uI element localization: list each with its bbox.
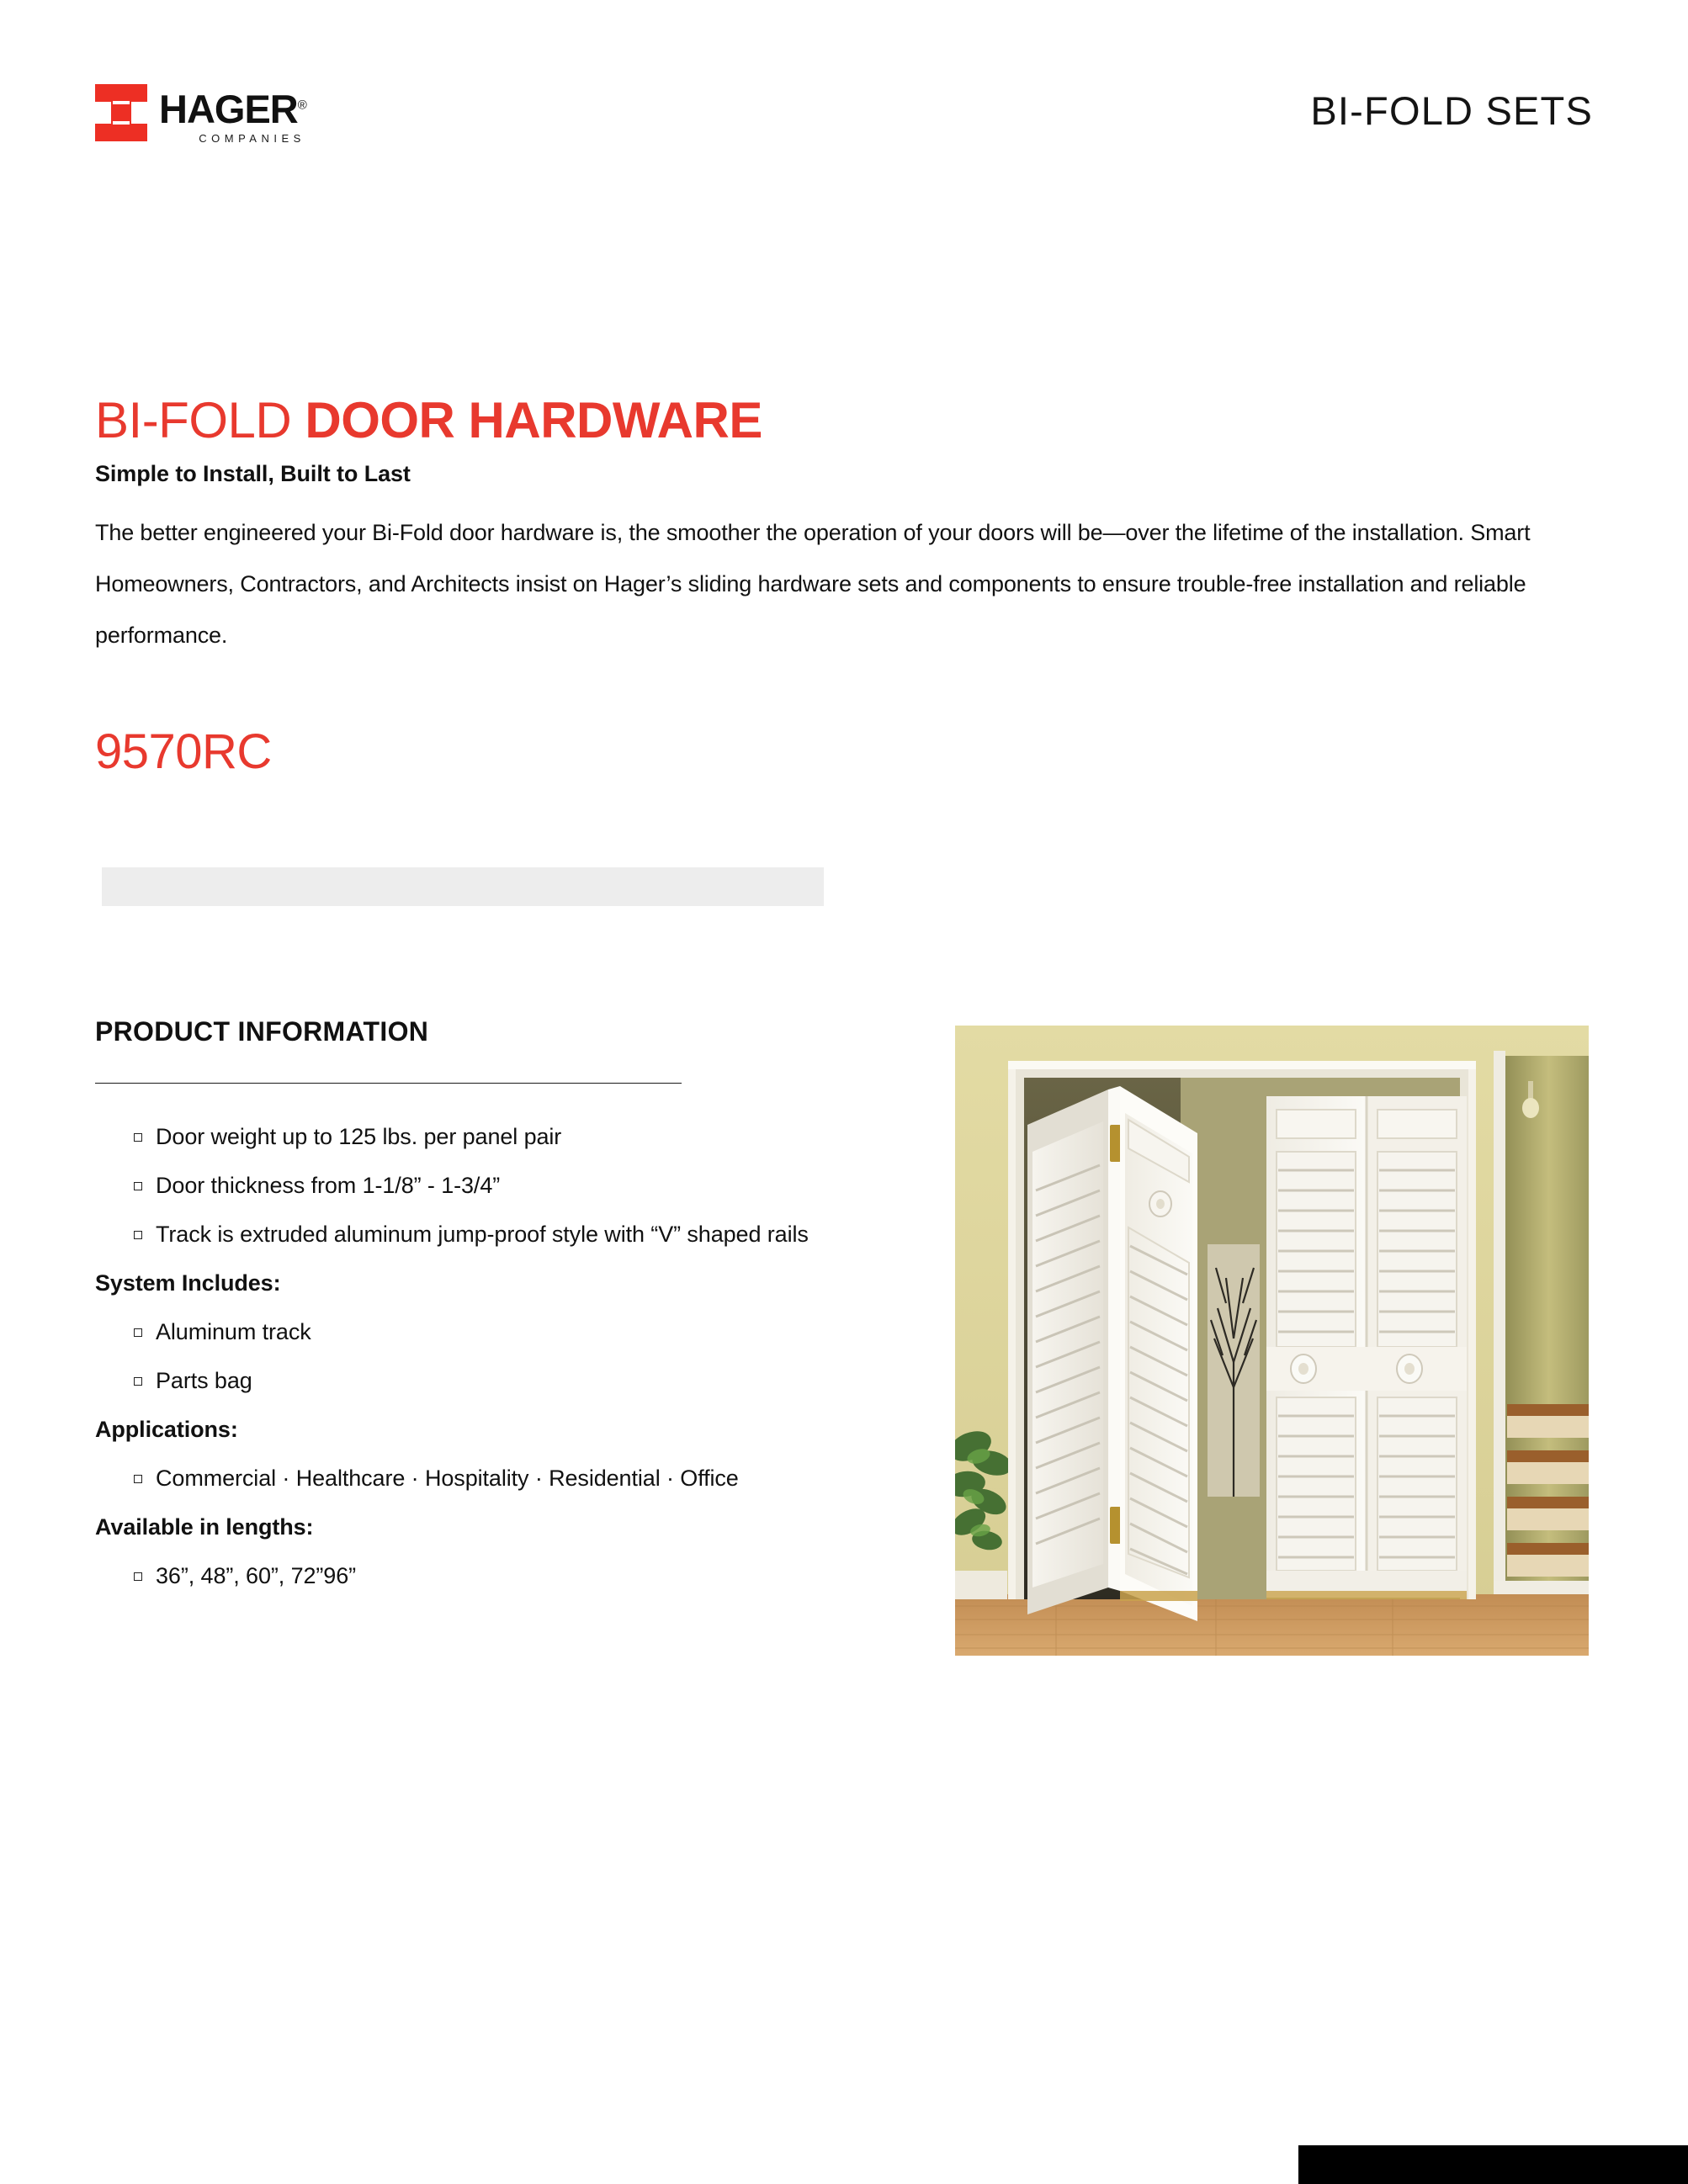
system-includes-list [95, 1307, 836, 1405]
system-includes-label: System Includes: [95, 1270, 281, 1296]
square-bullet-icon [134, 1377, 142, 1386]
header-section-title: BI-FOLD SETS [1310, 88, 1593, 133]
list-item-label: Track is extruded aluminum jump-proof style with “V” shaped rails [156, 1222, 809, 1247]
list-item [95, 1161, 836, 1210]
square-bullet-icon [134, 1475, 142, 1483]
list-item [95, 1356, 836, 1405]
product-information-list [95, 1112, 836, 1600]
square-bullet-icon [134, 1572, 142, 1581]
product-photo [955, 1026, 1589, 1656]
applications-list [95, 1454, 836, 1503]
list-item-label: Parts bag [156, 1368, 252, 1393]
list-item-label: Door thickness from 1-1/8” - 1-3/4” [156, 1173, 501, 1198]
intro-body: The better engineered your Bi-Fold door hardware is, the smoother the operation of your doors will be—over the lifetime of the installation. Smart Homeowners, Contractors, and Architects insist on Hager’s sliding hardware sets and components to ensure trouble-free installation and reliable performance. [95, 520, 1531, 648]
square-bullet-icon [134, 1133, 142, 1142]
available-lengths-label: Available in lengths: [95, 1514, 314, 1540]
list-item [95, 1454, 836, 1503]
page-title [95, 392, 762, 449]
list-item-label: Door weight up to 125 lbs. per panel pair [156, 1124, 562, 1149]
list-item [95, 1307, 836, 1356]
square-bullet-icon [134, 1328, 142, 1337]
applications-label: Applications: [95, 1417, 238, 1442]
list-item [95, 1551, 836, 1600]
list-item [95, 1112, 836, 1161]
list-item-label: Aluminum track [156, 1319, 311, 1344]
square-bullet-icon [134, 1231, 142, 1239]
product-photo-illustration [955, 1026, 1589, 1656]
available-lengths-list [95, 1551, 836, 1600]
hager-hinge-mark-icon [95, 84, 147, 141]
page-title-light: BI-FOLD [95, 392, 305, 449]
logo-wordmark-text: HAGER [159, 87, 298, 131]
list-item-label: 36”, 48”, 60”, 72”96” [156, 1563, 357, 1588]
logo-subtext: COMPANIES [199, 132, 305, 145]
hager-logo [95, 84, 307, 145]
product-spec-bar [102, 867, 824, 906]
registered-trademark-icon: ® [297, 98, 307, 113]
logo-text-block [159, 84, 307, 145]
square-bullet-icon [134, 1182, 142, 1190]
features-list [95, 1112, 836, 1259]
page-header [0, 0, 1688, 177]
product-information-heading: PRODUCT INFORMATION [95, 1016, 429, 1047]
product-code: 9570RC [95, 724, 272, 779]
list-item-label: Commercial · Healthcare · Hospitality · Residential · Office [156, 1466, 739, 1491]
intro-lead: Simple to Install, Built to Last [95, 461, 411, 486]
logo-wordmark [159, 89, 307, 129]
footer-black-bar [1298, 2145, 1688, 2184]
product-information-divider [95, 1083, 682, 1084]
page-title-bold: DOOR HARDWARE [305, 392, 762, 449]
list-item [95, 1210, 836, 1259]
